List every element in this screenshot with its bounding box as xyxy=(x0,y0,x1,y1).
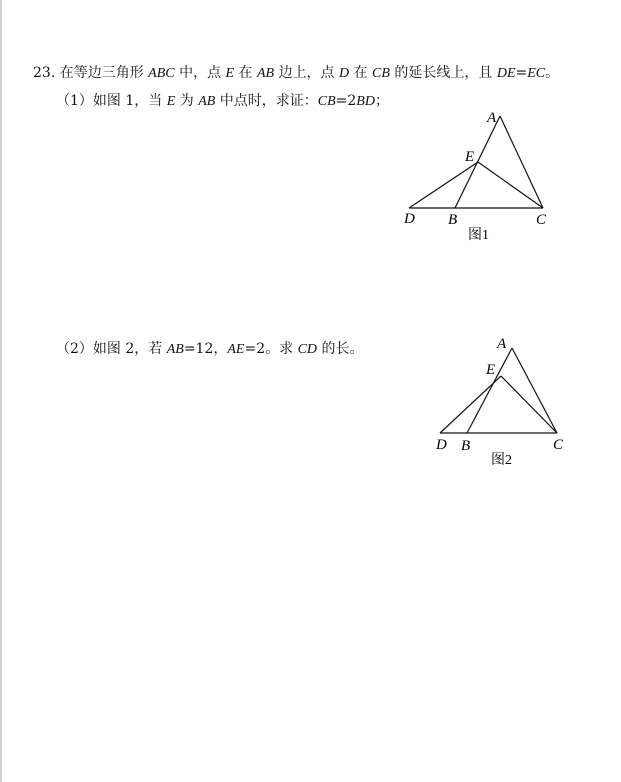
math-var: AB xyxy=(257,66,275,81)
label-e: E xyxy=(465,149,475,165)
label-c: C xyxy=(536,212,547,228)
label-c: C xyxy=(553,437,564,453)
label-b: B xyxy=(448,212,458,228)
math-var: CD xyxy=(297,342,318,357)
figure-1-caption: 图1 xyxy=(468,228,489,243)
part2-statement xyxy=(56,338,363,358)
math-var: BD xyxy=(356,94,375,109)
math-var: CB xyxy=(372,66,390,81)
segment-ec xyxy=(478,162,543,208)
question-statement xyxy=(33,62,559,82)
segment-de xyxy=(409,162,478,208)
question-text: 。 xyxy=(545,65,560,81)
label-d: D xyxy=(436,437,447,453)
part-text: ； xyxy=(374,93,389,109)
label-e: E xyxy=(486,362,496,378)
figure-2-lines xyxy=(440,348,557,433)
page-left-border xyxy=(0,0,2,782)
figure-2-caption: 图2 xyxy=(491,453,512,468)
part-text: =2 xyxy=(335,93,357,109)
math-var: DE xyxy=(496,66,516,81)
math-var: E xyxy=(225,66,235,81)
part-text: 中点时，求证： xyxy=(219,93,318,109)
segment-de xyxy=(440,376,501,433)
question-text: 在 xyxy=(353,65,368,81)
label-a: A xyxy=(487,110,497,126)
question-text: 的延长线上，且 xyxy=(394,65,493,81)
question-text: = xyxy=(515,65,528,81)
part-text: （1）如图 1，当 xyxy=(56,93,163,109)
math-var: AB xyxy=(166,342,184,357)
segment-ec xyxy=(501,376,557,433)
segment-ab xyxy=(467,348,512,433)
figure-1 xyxy=(396,104,556,244)
question-text: 在等边三角形 xyxy=(59,65,144,81)
math-var: AE xyxy=(227,342,245,357)
part-text: 的长。 xyxy=(321,341,364,357)
math-var: ABC xyxy=(148,66,175,81)
part-text: =12， xyxy=(183,341,228,357)
question-text: 在 xyxy=(238,65,253,81)
label-b: B xyxy=(461,438,471,454)
segment-ac xyxy=(500,116,543,208)
part-text: （2）如图 2，若 xyxy=(56,341,163,357)
math-var: AB xyxy=(198,94,216,109)
label-d: D xyxy=(404,211,415,227)
math-var: EC xyxy=(527,66,546,81)
question-text: 中，点 xyxy=(179,65,222,81)
math-var: CB xyxy=(317,94,336,109)
question-number: 23. xyxy=(33,65,56,81)
math-var: D xyxy=(339,66,350,81)
figure-1-lines xyxy=(409,116,543,208)
question-text: 边上，点 xyxy=(278,65,335,81)
part1-statement xyxy=(56,90,389,110)
segment-ac xyxy=(512,348,557,433)
figure-2 xyxy=(430,330,580,470)
math-var: E xyxy=(166,94,176,109)
part-text: =2。求 xyxy=(244,341,294,357)
label-a: A xyxy=(497,336,507,352)
part-text: 为 xyxy=(179,93,194,109)
